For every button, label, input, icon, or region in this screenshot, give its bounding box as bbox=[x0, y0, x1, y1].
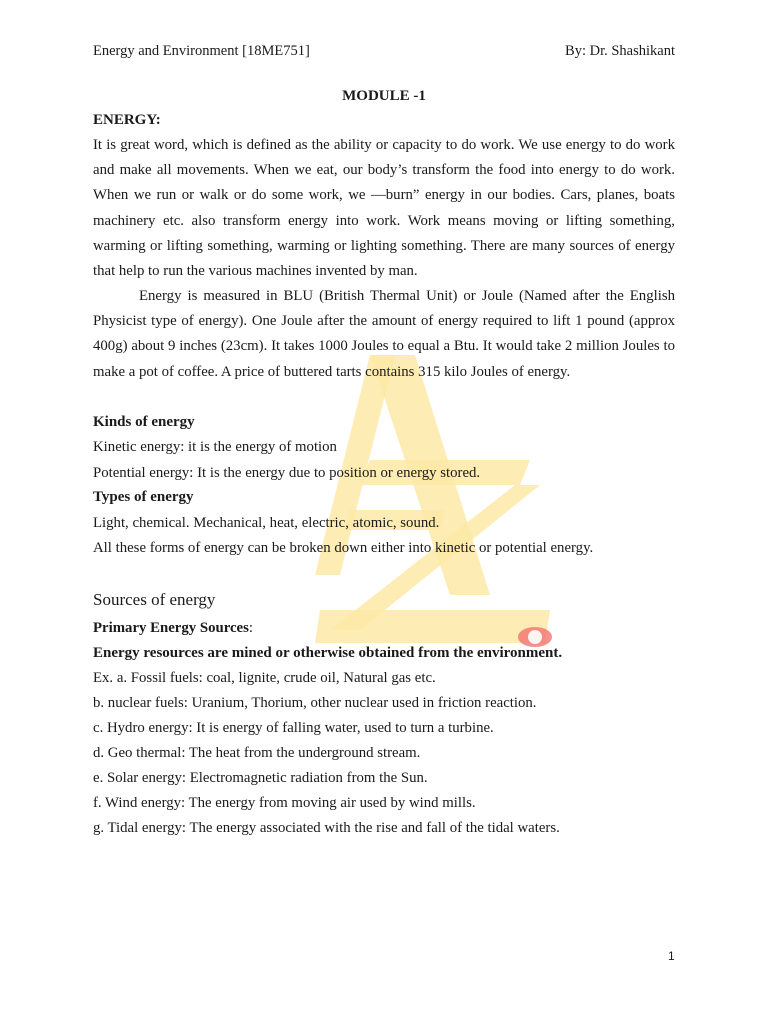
page-number: 1 bbox=[668, 949, 675, 963]
list-item: d. Geo thermal: The heat from the underground stream. bbox=[93, 745, 421, 761]
potential-energy-line: Potential energy: It is the energy due to position or energy stored. bbox=[93, 465, 481, 481]
measurement-paragraph: Energy is measured in BLU (British Thermal Unit) or Joule (Named after the English Physicist type of energy). One Joule after the amount of energy required to lift 1 pound (approx 400g) about 9 inches (23cm). It takes 1000 Joules to equal a Btu. It would take 2 million Joules to make a pot of coffee. A price of buttered tarts contains 315 kilo Joules of energy. bbox=[93, 288, 675, 380]
types-list: Light, chemical. Mechanical, heat, electric, atomic, sound. bbox=[93, 515, 440, 531]
page-header bbox=[93, 43, 675, 63]
module-title: MODULE -1 bbox=[342, 88, 426, 104]
list-item: Ex. a. Fossil fuels: coal, lignite, crude oil, Natural gas etc. bbox=[93, 670, 436, 686]
kinds-heading: Kinds of energy bbox=[93, 414, 195, 430]
energy-paragraph: It is great word, which is defined as the ability or capacity to do work. We use energy to do work and make all movements. When we eat, our body’s transform the food into energy to do work. When we run or walk or do some work, we ―burn” energy in our bodies. Cars, planes, boats machinery etc. also transform energy into work. Work means moving or lifting something, warming or lifting something, warming or lighting something. There are many sources of energy that help to run the various machines invented by man. bbox=[93, 137, 675, 280]
types-heading: Types of energy bbox=[93, 489, 194, 505]
primary-sources-label bbox=[93, 620, 253, 637]
list-item: e. Solar energy: Electromagnetic radiation from the Sun. bbox=[93, 770, 428, 786]
list-item: g. Tidal energy: The energy associated with the rise and fall of the tidal waters. bbox=[93, 820, 560, 836]
kinetic-energy-line: Kinetic energy: it is the energy of motion bbox=[93, 439, 337, 455]
energy-heading: ENERGY: bbox=[93, 112, 161, 128]
watermark-logo-icon bbox=[300, 345, 570, 675]
types-note: All these forms of energy can be broken down either into kinetic or potential energy. bbox=[93, 540, 594, 556]
list-item: f. Wind energy: The energy from moving air used by wind mills. bbox=[93, 795, 476, 811]
header-course-title: Energy and Environment [18ME751] bbox=[93, 43, 310, 59]
primary-sources-heading: Primary Energy Sources bbox=[93, 620, 249, 636]
header-author: By: Dr. Shashikant bbox=[565, 43, 675, 59]
list-item: b. nuclear fuels: Uranium, Thorium, other nuclear used in friction reaction. bbox=[93, 695, 537, 711]
primary-sources-definition: Energy resources are mined or otherwise obtained from the environment. bbox=[93, 645, 563, 661]
primary-sources-colon: : bbox=[248, 620, 254, 636]
list-item: c. Hydro energy: It is energy of falling water, used to turn a turbine. bbox=[93, 720, 494, 736]
sources-heading: Sources of energy bbox=[93, 590, 216, 609]
